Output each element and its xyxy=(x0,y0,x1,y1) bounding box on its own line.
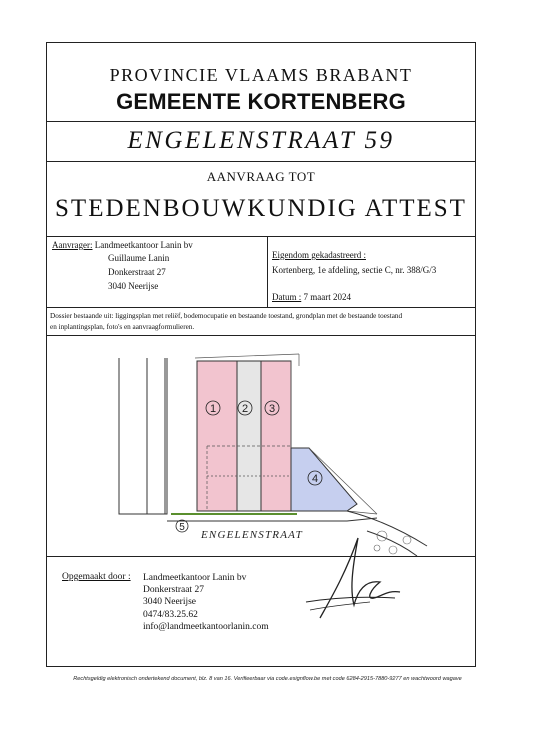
author-city: 3040 Neerijse xyxy=(143,597,197,608)
divider xyxy=(47,236,475,237)
cadastral-reference: Kortenberg, 1e afdeling, sectie C, nr. 388/G/3 xyxy=(272,265,437,275)
author-street: Donkerstraat 27 xyxy=(143,585,204,596)
plot-number: 1 xyxy=(209,403,217,415)
dossier-description xyxy=(50,311,474,333)
plot-number: 2 xyxy=(241,403,249,415)
signature xyxy=(270,530,410,625)
applicant-block xyxy=(52,240,193,250)
province-title: PROVINCIE VLAAMS BRABANT xyxy=(109,65,413,85)
footer-note: Rechtsgeldig elektronisch ondertekend document, blz. 8 van 16. Verifieerbaar via code.esignflow.be met code 6284-2915-7880-9277 en wachtwoord wagave xyxy=(73,676,462,682)
applicant-name: Guillaume Lanin xyxy=(108,253,170,263)
applicant-street: Donkerstraat 27 xyxy=(108,267,166,277)
plot-number: 5 xyxy=(179,522,185,533)
author-label: Opgemaakt door : xyxy=(62,572,131,582)
request-label: AANVRAAG TOT xyxy=(206,169,316,184)
divider xyxy=(47,121,475,122)
street-title: ENGELENSTRAAT 59 xyxy=(127,127,395,154)
dossier-line: en inplantingsplan, foto's en aanvraagformulieren. xyxy=(50,323,195,331)
dossier-line: Dossier bestaande uit: liggingsplan met reliëf, bodemocupatie en bestaande toestand, grondplan met de bestaande toestand xyxy=(50,312,403,320)
municipality-title: GEMEENTE KORTENBERG xyxy=(116,89,406,114)
plot-4 xyxy=(291,448,357,511)
date-value: 7 maart 2024 xyxy=(303,292,351,302)
author-phone: 0474/83.25.62 xyxy=(143,609,198,620)
road-line xyxy=(167,518,377,521)
date-line xyxy=(272,292,351,302)
divider xyxy=(47,161,475,162)
author-block xyxy=(143,572,269,633)
divider xyxy=(47,307,475,308)
author-company: Landmeetkantoor Lanin bv xyxy=(143,573,247,583)
applicant-city: 3040 Neerijse xyxy=(108,281,159,291)
street-label: ENGELENSTRAAT xyxy=(201,529,303,541)
date-label: Datum : xyxy=(272,292,302,302)
property-label: Eigendom gekadastreerd : xyxy=(272,250,366,260)
applicant-label: Aanvrager: xyxy=(52,240,93,250)
plot-3 xyxy=(261,361,291,511)
plot-1 xyxy=(197,361,237,511)
plot-2 xyxy=(237,361,261,511)
plot-boundary xyxy=(195,354,299,358)
plot-number: 3 xyxy=(268,403,276,415)
divider xyxy=(47,556,475,557)
applicant-company: Landmeetkantoor Lanin bv xyxy=(94,240,193,250)
plot-number: 4 xyxy=(311,473,319,485)
document-type-title: STEDENBOUWKUNDIG ATTEST xyxy=(55,195,467,222)
divider xyxy=(267,236,268,307)
neighbor-building xyxy=(119,358,167,514)
site-plan xyxy=(47,336,475,556)
document-frame xyxy=(46,42,476,667)
author-email: info@landmeetkantoorlanin.com xyxy=(143,621,269,632)
